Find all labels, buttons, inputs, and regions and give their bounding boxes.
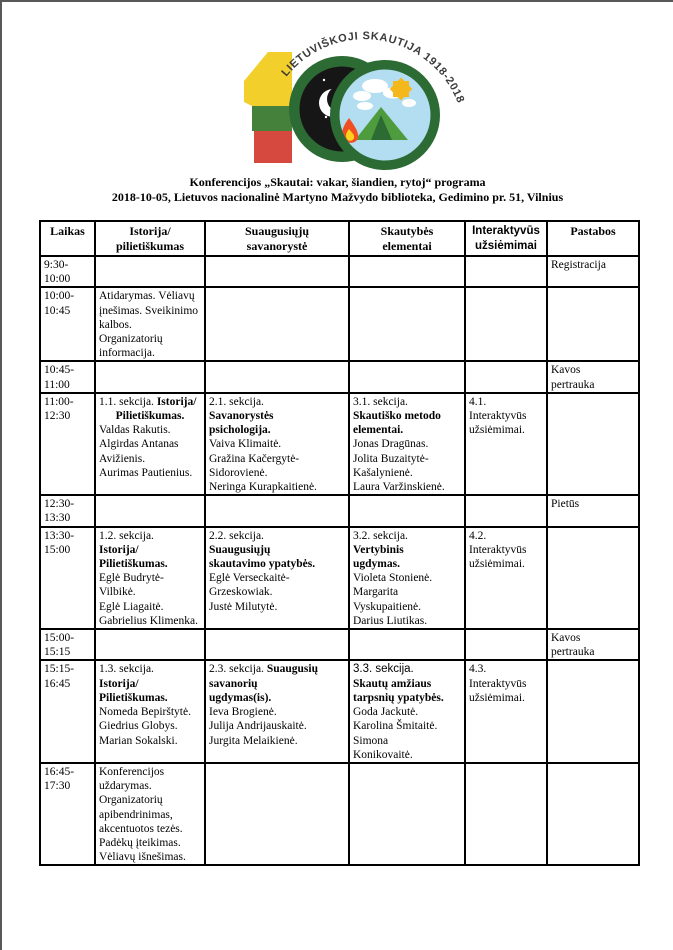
session-cell (465, 527, 547, 629)
session-cell (95, 393, 205, 495)
text-segment: 15:15- (44, 663, 75, 676)
text-segment: Pietūs (551, 498, 580, 511)
session-cell (349, 361, 465, 392)
text-segment: 15:00 (44, 543, 71, 556)
table-row (40, 256, 639, 287)
text-segment: Vyskupaitienė. (353, 600, 422, 613)
session-cell (95, 763, 205, 865)
table-row (40, 660, 639, 762)
text-segment: Skautų amžiaus (353, 677, 432, 690)
table-row (40, 495, 639, 526)
text-segment: Marian Sokalski. (99, 734, 178, 747)
text-segment: Valdas Rakutis. (99, 424, 171, 437)
notes-cell (547, 256, 639, 287)
text-segment: Padėkų įteikimas. (99, 836, 181, 849)
header-row (40, 221, 639, 256)
text-segment: savanorių (209, 677, 258, 690)
session-cell (465, 256, 547, 287)
text-segment: Pilietiškumas. (99, 558, 168, 571)
time-cell (40, 287, 95, 361)
session-cell (349, 393, 465, 495)
text-segment: 15:15 (44, 646, 71, 659)
notes-cell (547, 393, 639, 495)
text-segment: Eglė Budrytė- (99, 572, 164, 585)
session-cell (95, 527, 205, 629)
time-cell (40, 256, 95, 287)
text-segment: Kavos (551, 632, 581, 645)
text-segment: 11:00 (44, 378, 70, 391)
text-segment: Konferencijos (99, 765, 165, 778)
text-segment: Gražina Kačergytė- (209, 452, 300, 465)
table-row (40, 629, 639, 660)
text-segment: 3.1. sekcija. (353, 395, 408, 408)
text-segment: Savanorystės (209, 410, 274, 423)
text-segment: Suaugusių (266, 663, 318, 676)
text-segment: Vaiva Klimaitė. (209, 438, 282, 451)
table-row (40, 393, 639, 495)
text-segment: savanorystė (246, 238, 308, 253)
text-segment: Laura Varžinskienė. (353, 481, 445, 494)
text-segment: Kavos (551, 364, 581, 377)
text-segment: Pilietiškumas. (115, 410, 185, 423)
title-line-1: Konferencijos „Skautai: vakar, šiandien, rytoj“ programa (189, 175, 486, 189)
session-cell (349, 495, 465, 526)
table-row (40, 763, 639, 865)
column-header (547, 221, 639, 256)
notes-cell (547, 287, 639, 361)
text-segment: 2.2. sekcija. (209, 529, 264, 542)
text-segment: užsiėmimai. (469, 558, 525, 571)
text-segment: Sidorovienė. (209, 466, 268, 479)
text-segment: Aurimas Pautienius. (99, 466, 193, 479)
text-segment: Giedrius Globys. (99, 720, 178, 733)
text-segment: tarpsnių ypatybės. (353, 691, 444, 704)
text-segment: Algirdas Antanas (99, 438, 179, 451)
text-segment: Skautiško metodo (353, 410, 441, 423)
document-title (2, 175, 673, 205)
session-cell (205, 629, 349, 660)
text-segment: Interaktyvūs (469, 543, 527, 556)
table-row (40, 361, 639, 392)
text-segment: apibendrinimas, (99, 808, 173, 821)
text-segment: ugdymas(is). (209, 691, 272, 704)
session-cell (349, 763, 465, 865)
session-cell (465, 393, 547, 495)
text-segment: Avižienis. (99, 452, 146, 465)
session-cell (95, 660, 205, 762)
text-segment: Interaktyvūs (472, 225, 540, 237)
text-segment: 1.3. sekcija. (99, 663, 154, 676)
text-segment: 10:45- (44, 364, 75, 377)
text-segment: Kašalynienė. (353, 466, 413, 479)
logo-arc-text: LIETUVIŠKOJI SKAUTIJA 1918-2018 (279, 30, 467, 106)
notes-cell (547, 629, 639, 660)
logo (2, 2, 673, 187)
text-segment: 16:45- (44, 765, 75, 778)
text-segment: Pastabos (570, 224, 616, 238)
column-header (205, 221, 349, 256)
text-segment: Violeta Stonienė. (353, 572, 433, 585)
session-cell (95, 629, 205, 660)
session-cell (349, 256, 465, 287)
text-segment: informacija. (99, 347, 155, 360)
session-cell (349, 287, 465, 361)
text-segment: 10:45 (44, 304, 71, 317)
text-segment: 17:30 (44, 780, 71, 793)
text-segment: Laikas (50, 224, 85, 238)
table-row (40, 287, 639, 361)
text-segment: 13:30- (44, 529, 75, 542)
session-cell (349, 629, 465, 660)
text-segment: pilietiškumas (115, 238, 184, 253)
column-header (40, 221, 95, 256)
text-segment: Organizatorių (99, 333, 163, 346)
text-segment: elementai (382, 238, 432, 253)
day-circle (330, 60, 440, 170)
text-segment: 2.1. sekcija. (209, 395, 264, 408)
session-cell (205, 393, 349, 495)
text-segment: Justė Milutytė. (209, 600, 278, 613)
text-segment: 10:00- (44, 290, 75, 303)
text-segment: 12:30 (44, 410, 71, 423)
notes-cell (547, 763, 639, 865)
session-cell (465, 495, 547, 526)
time-cell (40, 763, 95, 865)
session-cell (95, 256, 205, 287)
text-segment: 4.1. (469, 395, 487, 408)
text-segment: pertrauka (551, 378, 595, 391)
text-segment: Konikovaitė. (353, 748, 413, 761)
text-segment: skautavimo ypatybės. (209, 558, 316, 571)
text-segment: 2.3. sekcija. (209, 663, 267, 676)
session-cell (465, 763, 547, 865)
text-segment: 15:00- (44, 632, 75, 645)
text-segment: įnešimas. Sveikinimo (99, 304, 199, 317)
session-cell (205, 287, 349, 361)
text-segment: 12:30- (44, 498, 75, 511)
text-segment: Atidarymas. Vėliavų (99, 290, 195, 303)
time-cell (40, 393, 95, 495)
text-segment: kalbos. (99, 318, 132, 331)
text-segment: Jolita Buzaitytė- (353, 452, 429, 465)
text-segment: uždarymas. (99, 780, 152, 793)
text-segment: Vėliavų išnešimas. (99, 851, 186, 864)
session-cell (465, 629, 547, 660)
text-segment: akcentuotos tezės. (99, 822, 183, 835)
text-segment: Registracija (551, 259, 606, 271)
text-segment: elementai. (353, 424, 404, 437)
text-segment: 4.2. (469, 529, 487, 542)
text-segment: Nomeda Bepirštytė. (99, 706, 191, 719)
text-segment: Jonas Dragūnas. (353, 438, 429, 451)
session-cell (95, 361, 205, 392)
text-segment: 16:45 (44, 677, 71, 690)
text-segment: Vertybinis (353, 543, 404, 556)
text-segment: 1.1. sekcija. (99, 395, 157, 408)
text-segment: Eglė Verseckaitė- (209, 572, 290, 585)
time-cell (40, 629, 95, 660)
text-segment: pertrauka (551, 646, 595, 659)
text-segment: Jurgita Melaikienė. (209, 734, 298, 747)
session-cell (95, 495, 205, 526)
text-segment: Interaktyvūs (469, 410, 527, 423)
text-segment: Istorija/ (99, 543, 139, 556)
schedule-table (39, 220, 640, 866)
text-segment: Karolina Šmitaitė. (353, 720, 438, 733)
notes-cell (547, 361, 639, 392)
text-segment: Ieva Brogienė. (209, 706, 277, 719)
notes-cell (547, 660, 639, 762)
text-segment: Julija Andrijauskaitė. (209, 720, 307, 733)
text-segment: Grzeskowiak. (209, 586, 273, 599)
text-segment: 4.3. (469, 663, 487, 676)
text-segment: Darius Liutikas. (353, 614, 428, 627)
text-segment: Istorija/ (156, 395, 197, 408)
text-segment: Goda Jackutė. (353, 706, 419, 719)
text-segment: užsiėmimai. (469, 424, 525, 437)
text-segment: 9:30- (44, 259, 69, 271)
text-segment: 11:00- (44, 395, 74, 408)
session-cell (205, 256, 349, 287)
text-segment: užsiėmimai. (469, 691, 525, 704)
time-cell (40, 495, 95, 526)
text-segment: Vilbikė. (99, 586, 136, 599)
session-cell (349, 527, 465, 629)
session-cell (205, 495, 349, 526)
column-header (349, 221, 465, 256)
title-line-2: 2018-10-05, Lietuvos nacionalinė Martyno Mažvydo biblioteka, Gedimino pr. 51, Vilnius (111, 190, 564, 204)
column-header (465, 221, 547, 256)
text-segment: Margarita (353, 586, 399, 599)
text-segment: Gabrielius Klimenka. (99, 614, 199, 627)
text-segment: Istorija/ (99, 677, 139, 690)
text-segment: psichologija. (209, 424, 271, 437)
text-segment: Organizatorių (99, 794, 163, 807)
sun-icon (390, 78, 413, 101)
session-cell (205, 763, 349, 865)
text-segment: užsiėmimai (475, 239, 537, 252)
session-cell (205, 660, 349, 762)
session-cell (95, 287, 205, 361)
text-segment: Neringa Kurapkaitienė. (209, 481, 317, 494)
text-segment: ugdymas. (353, 558, 400, 571)
text-segment: Eglė Liagaitė. (99, 600, 164, 613)
session-cell (205, 361, 349, 392)
table-row (40, 527, 639, 629)
session-cell (465, 361, 547, 392)
text-segment: 3.2. sekcija. (353, 529, 408, 542)
column-header (95, 221, 205, 256)
text-segment: Simona (353, 734, 389, 747)
session-cell (465, 660, 547, 762)
notes-cell (547, 527, 639, 629)
text-segment: Suaugusiųjų (209, 543, 271, 556)
text-segment: Suaugusiųjų (244, 224, 310, 238)
text-segment: 1.2. sekcija. (99, 529, 154, 542)
session-cell (349, 660, 465, 762)
text-segment: Istorija/ (129, 224, 171, 238)
time-cell (40, 361, 95, 392)
session-cell (205, 527, 349, 629)
text-segment: 13:30 (44, 512, 71, 525)
text-segment: Skautybės (380, 224, 434, 238)
text-segment: 3.3. sekcija. (353, 663, 414, 676)
text-segment: Pilietiškumas. (99, 691, 168, 704)
time-cell (40, 527, 95, 629)
notes-cell (547, 495, 639, 526)
session-cell (465, 287, 547, 361)
time-cell (40, 660, 95, 762)
text-segment: 10:00 (44, 273, 71, 286)
text-segment: Interaktyvūs (469, 677, 527, 690)
